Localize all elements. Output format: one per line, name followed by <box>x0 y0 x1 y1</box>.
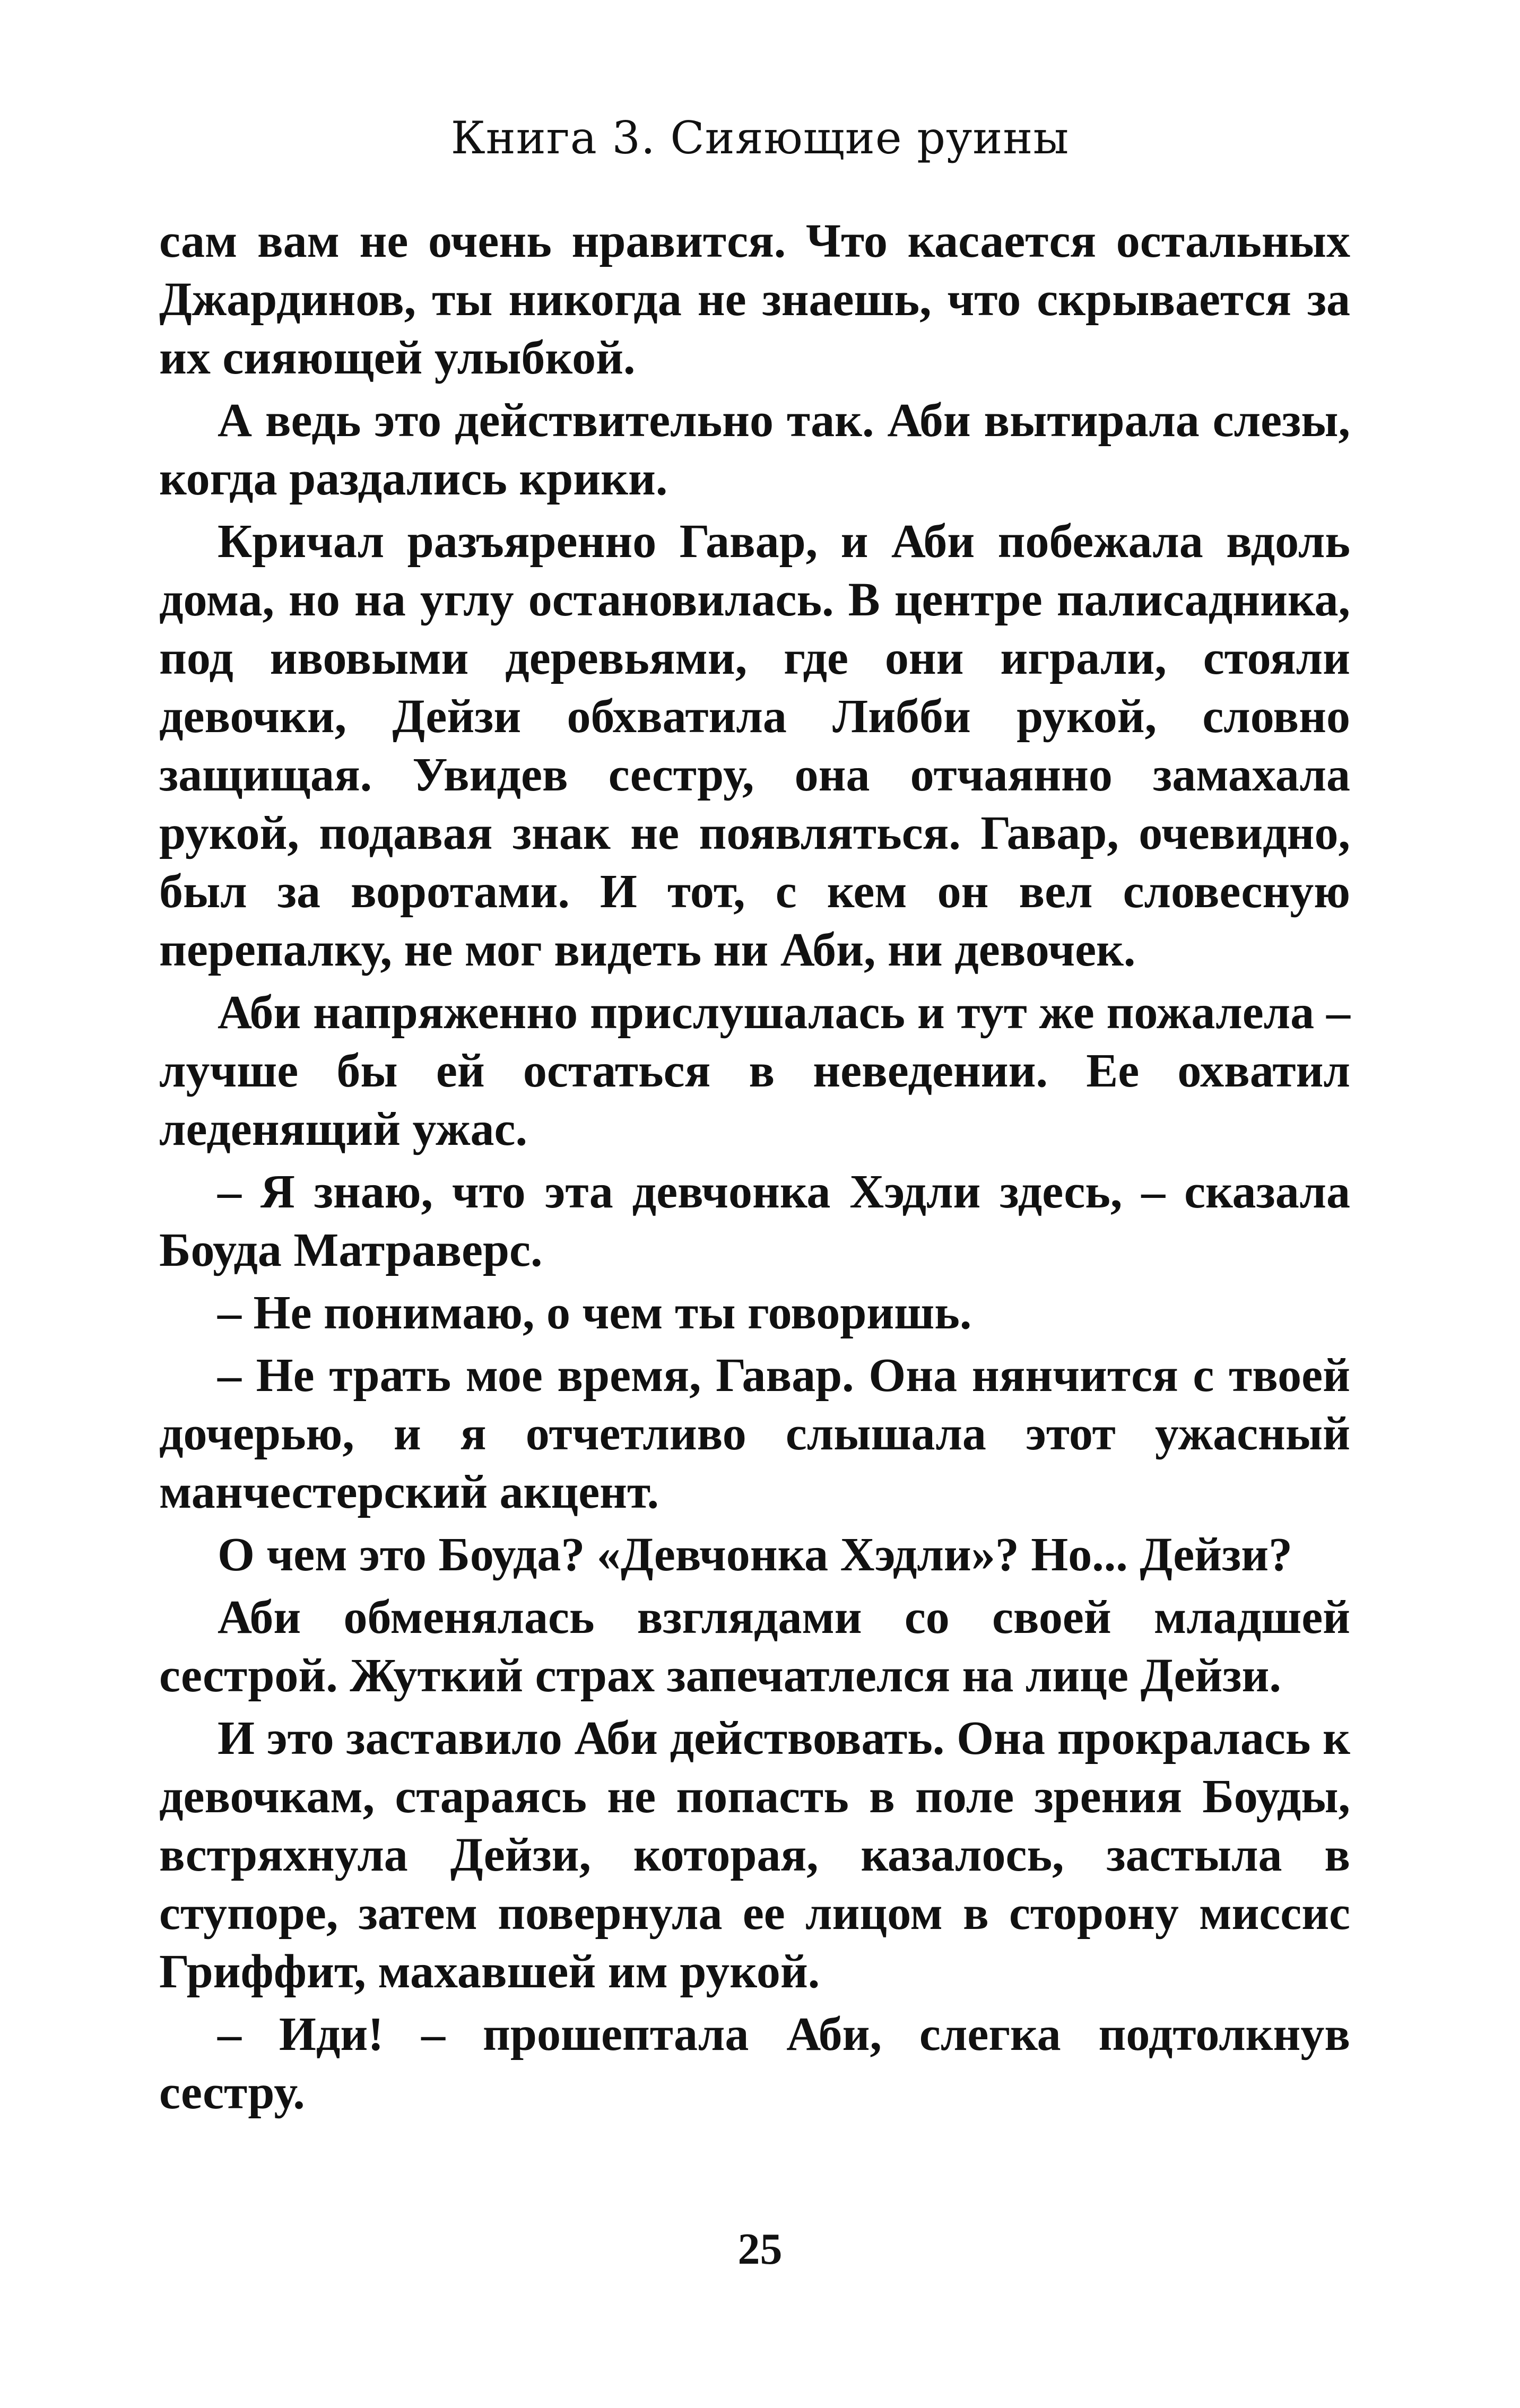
dialogue-line: – Не трать мое время, Гавар. Она нянчится с твоей дочерью, и я отчетливо слышала этот ужасный манчестерский акцент. <box>159 1349 1350 1518</box>
paragraph: Аби напряженно прислушалась и тут же пожалела – лучше бы ей остаться в неведении. Ее охватил леденящий ужас. <box>159 986 1350 1155</box>
running-head: Книга 3. Сияющие руины <box>450 112 1070 164</box>
paragraph: Аби обменялась взглядами со своей младшей сестрой. Жуткий страх запечатлелся на лице Дейзи. <box>159 1591 1350 1702</box>
dialogue-line: – Иди! – прошептала Аби, слегка подтолкнув сестру. <box>159 2008 1350 2119</box>
paragraph: А ведь это действительно так. Аби вытирала слезы, когда раздались крики. <box>159 394 1350 505</box>
paragraph: И это заставило Аби действовать. Она прокралась к девочкам, стараясь не попасть в поле зрения Боуды, встряхнула Дейзи, которая, казалось, застыла в ступоре, затем повернула ее лицом в сторону миссис Гриффит, махавшей им рукой. <box>159 1712 1350 1998</box>
paragraph: Кричал разъяренно Гавар, и Аби побежала вдоль дома, но на углу остановилась. В центре палисадника, под ивовыми деревьями, где они играли, стояли девочки, Дейзи обхватила Либби рукой, словно защищая. Увидев сестру, она отчаянно замахала рукой, подавая знак не появляться. Гавар, очевидно, был за воротами. И тот, с кем он вел словесную перепалку, не мог видеть ни Аби, ни девочек. <box>159 515 1350 976</box>
dialogue-line: – Не понимаю, о чем ты говоришь. <box>218 1286 972 1339</box>
dialogue-line: – Я знаю, что эта девчонка Хэдли здесь, – сказала Боуда Матраверс. <box>159 1166 1350 1276</box>
page-number: 25 <box>737 2224 783 2274</box>
body-text <box>159 212 1350 2126</box>
paragraph-continuation: сам вам не очень нравится. Что касается остальных Джардинов, ты никогда не знаешь, что скрывается за их сияющей улыбкой. <box>159 215 1350 384</box>
paragraph: О чем это Боуда? «Девчонка Хэдли»? Но... Дейзи? <box>218 1528 1293 1581</box>
